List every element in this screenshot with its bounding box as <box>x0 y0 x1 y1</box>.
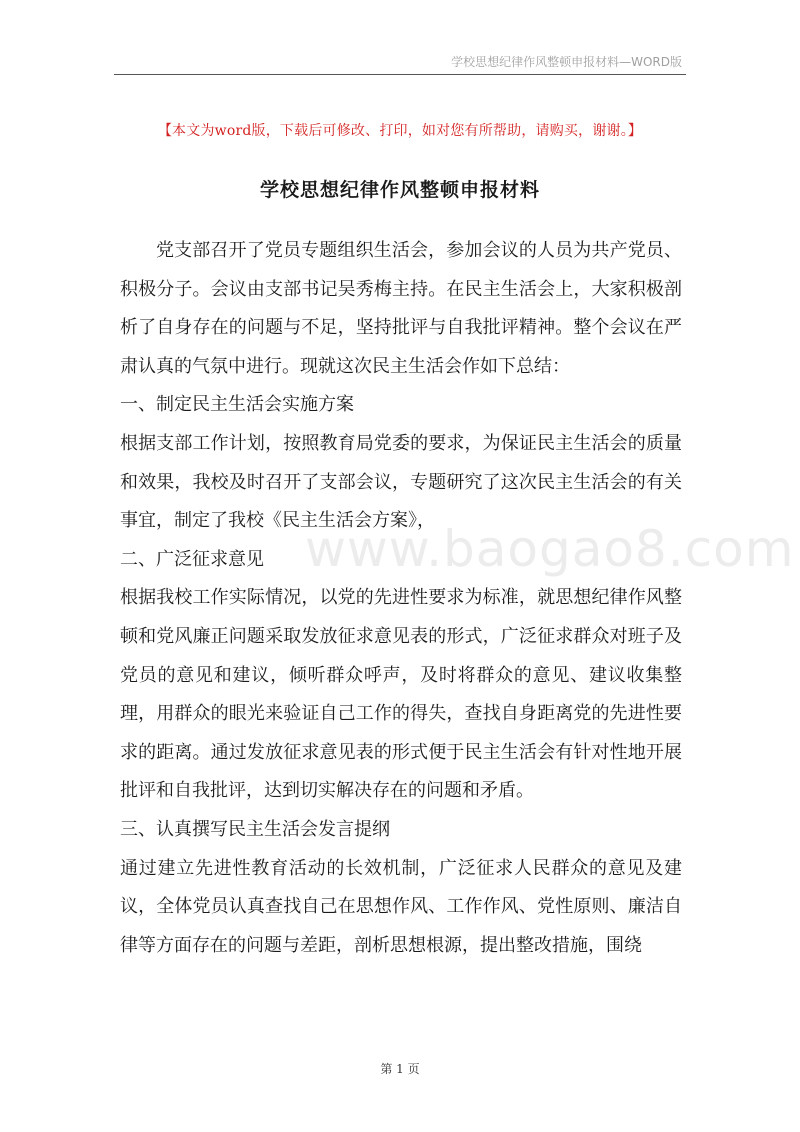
download-notice: 【本文为word版，下载后可修改、打印，如对您有所帮助，请购买，谢谢。】 <box>157 123 643 139</box>
document-body <box>120 232 682 965</box>
page-number: 第 1 页 <box>380 1062 420 1076</box>
section-heading: 二、广泛征求意见 <box>120 548 264 570</box>
body-paragraph: 党支部召开了党员专题组织生活会，参加会议的人员为共产党员、积极分子。会议由支部书记吴秀梅主持。在民主生活会上，大家积极剖析了自身存在的问题与不足，坚持批评与自我批评精神。整个会议在严肃认真的气氛中进行。现就这次民主生活会作如下总结： <box>120 240 682 377</box>
body-paragraph: 根据我校工作实际情况，以党的先进性要求为标准，就思想纪律作风整顿和党风廉正问题采取发放征求意见表的形式，广泛征求群众对班子及党员的意见和建议，倾听群众呼声，及时将群众的意见、建议收集整理，用群众的眼光来验证自己工作的得失，查找自身距离党的先进性要求的距离。通过发放征求意见表的形式便于民主生活会有针对性地开展批评和自我批评，达到切实解决存在的问题和矛盾。 <box>120 587 682 802</box>
body-paragraph: 通过建立先进性教育活动的长效机制，广泛征求人民群众的意见及建议，全体党员认真查找自己在思想作风、工作作风、党性原则、廉洁自律等方面存在的问题与差距，剖析思想根源，提出整改措施，围绕 <box>120 857 682 956</box>
document-title: 学校思想纪律作风整顿申报材料 <box>259 179 540 201</box>
watermark: www.baogao8.com <box>305 520 795 578</box>
running-header: 学校思想纪律作风整顿申报材料—WORD版 <box>451 55 682 69</box>
section-heading: 三、认真撰写民主生活会发言提纲 <box>120 818 390 840</box>
section-heading: 一、制定民主生活会实施方案 <box>120 394 354 416</box>
header-divider <box>114 74 686 75</box>
body-paragraph: 根据支部工作计划，按照教育局党委的要求，为保证民主生活会的质量和效果，我校及时召开了支部会议，专题研究了这次民主生活会的有关事宜，制定了我校《民主生活会方案》， <box>120 432 682 532</box>
